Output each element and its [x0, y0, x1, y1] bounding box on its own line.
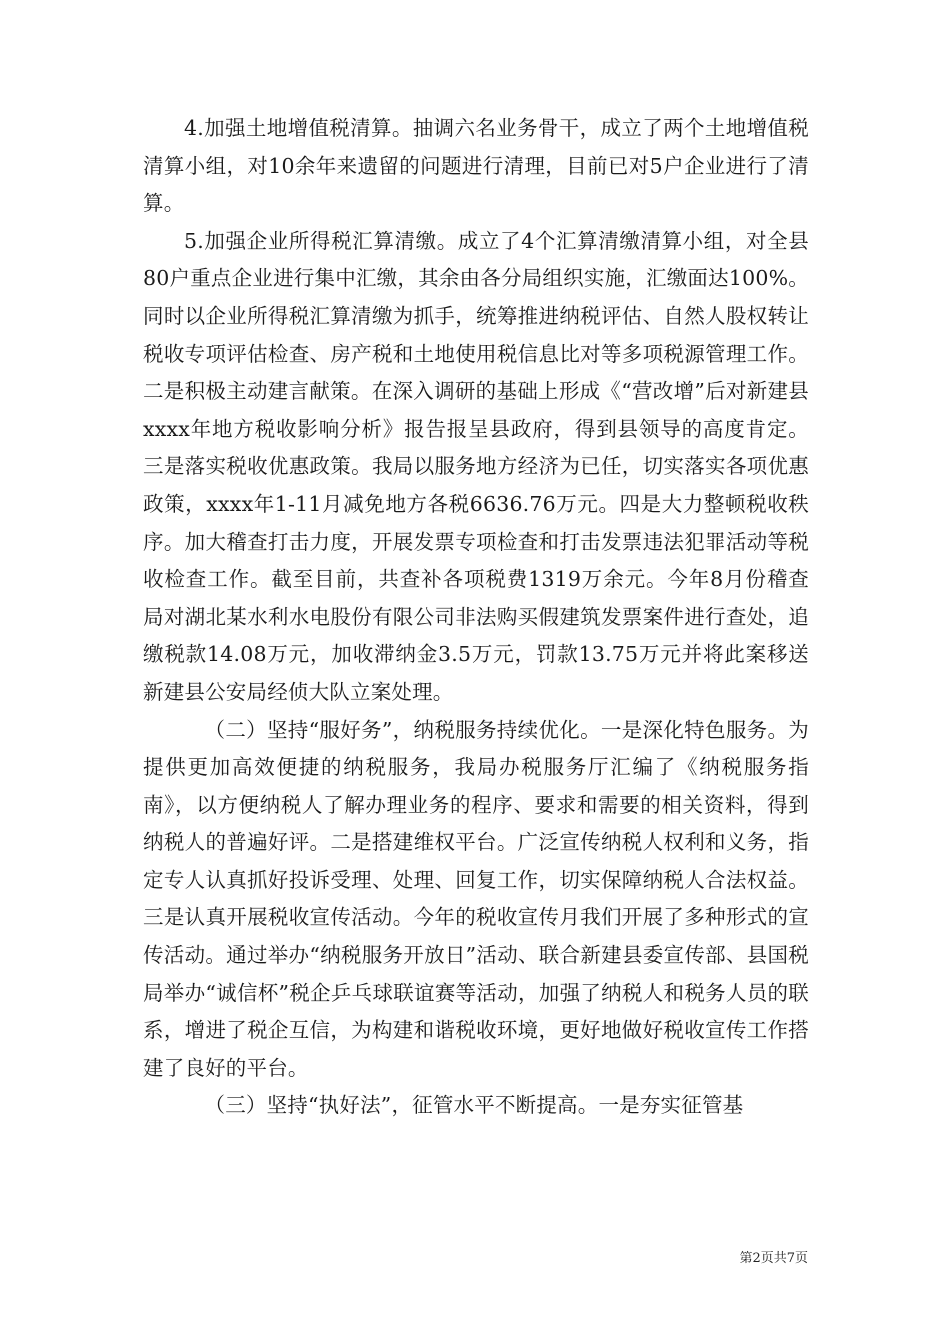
page-number: 第2页共7页	[739, 1251, 808, 1266]
paragraph-tax-service: （二）坚持“服好务”，纳税服务持续优化。一是深化特色服务。为提供更加高效便捷的纳税服务，我局办税服务厅汇编了《纳税服务指南》，以方便纳税人了解办理业务的程序、要求和需要的相关资料，得到纳税人的普遍好评。二是搭建维权平台。广泛宣传纳税人权利和义务，指定专人认真抓好投诉受理、处理、回复工作，切实保障纳税人合法权益。三是认真开展税收宣传活动。今年的税收宣传月我们开展了多种形式的宣传活动。通过举办“纳税服务开放日”活动、联合新建县委宣传部、县国税局举办“诚信杯”税企乒乓球联谊赛等活动，加强了纳税人和税务人员的联系，增进了税企互信，为构建和谐税收环境，更好地做好税收宣传工作搭建了良好的平台。	[143, 717, 809, 1080]
paragraph-law-enforcement: （三）坚持“执好法”，征管水平不断提高。一是夯实征管基	[204, 1093, 744, 1118]
paragraph-land-vat: 4.加强土地增值税清算。抽调六名业务骨干，成立了两个土地增值税清算小组，对10余年来遗留的问题进行清理，目前已对5户企业进行了清算。	[143, 116, 809, 216]
paragraph-corporate-income-tax: 5.加强企业所得税汇算清缴。成立了4个汇算清缴清算小组，对全县80户重点企业进行集中汇缴，其余由各分局组织实施，汇缴面达100%。同时以企业所得税汇算清缴为抓手，统筹推进纳税评估、自然人股权转让税收专项评估检查、房产税和土地使用税信息比对等多项税源管理工作。二是积极主动建言献策。在深入调研的基础上形成《“营改增”后对新建县xxxx年地方税收影响分析》报告报呈县政府，得到县领导的高度肯定。三是落实税收优惠政策。我局以服务地方经济为已任，切实落实各项优惠政策，xxxx年1-11月减免地方各税6636.76万元。四是大力整顿税收秩序。加大稽查打击力度，开展发票专项检查和打击发票违法犯罪活动等税收检查工作。截至目前，共查补各项税费1319万余元。今年8月份稽查局对湖北某水利水电股份有限公司非法购买假建筑发票案件进行查处，追缴税款14.08万元，加收滞纳金3.5万元，罚款13.75万元并将此案移送新建县公安局经侦大队立案处理。	[143, 228, 809, 704]
document-body	[143, 110, 809, 1125]
